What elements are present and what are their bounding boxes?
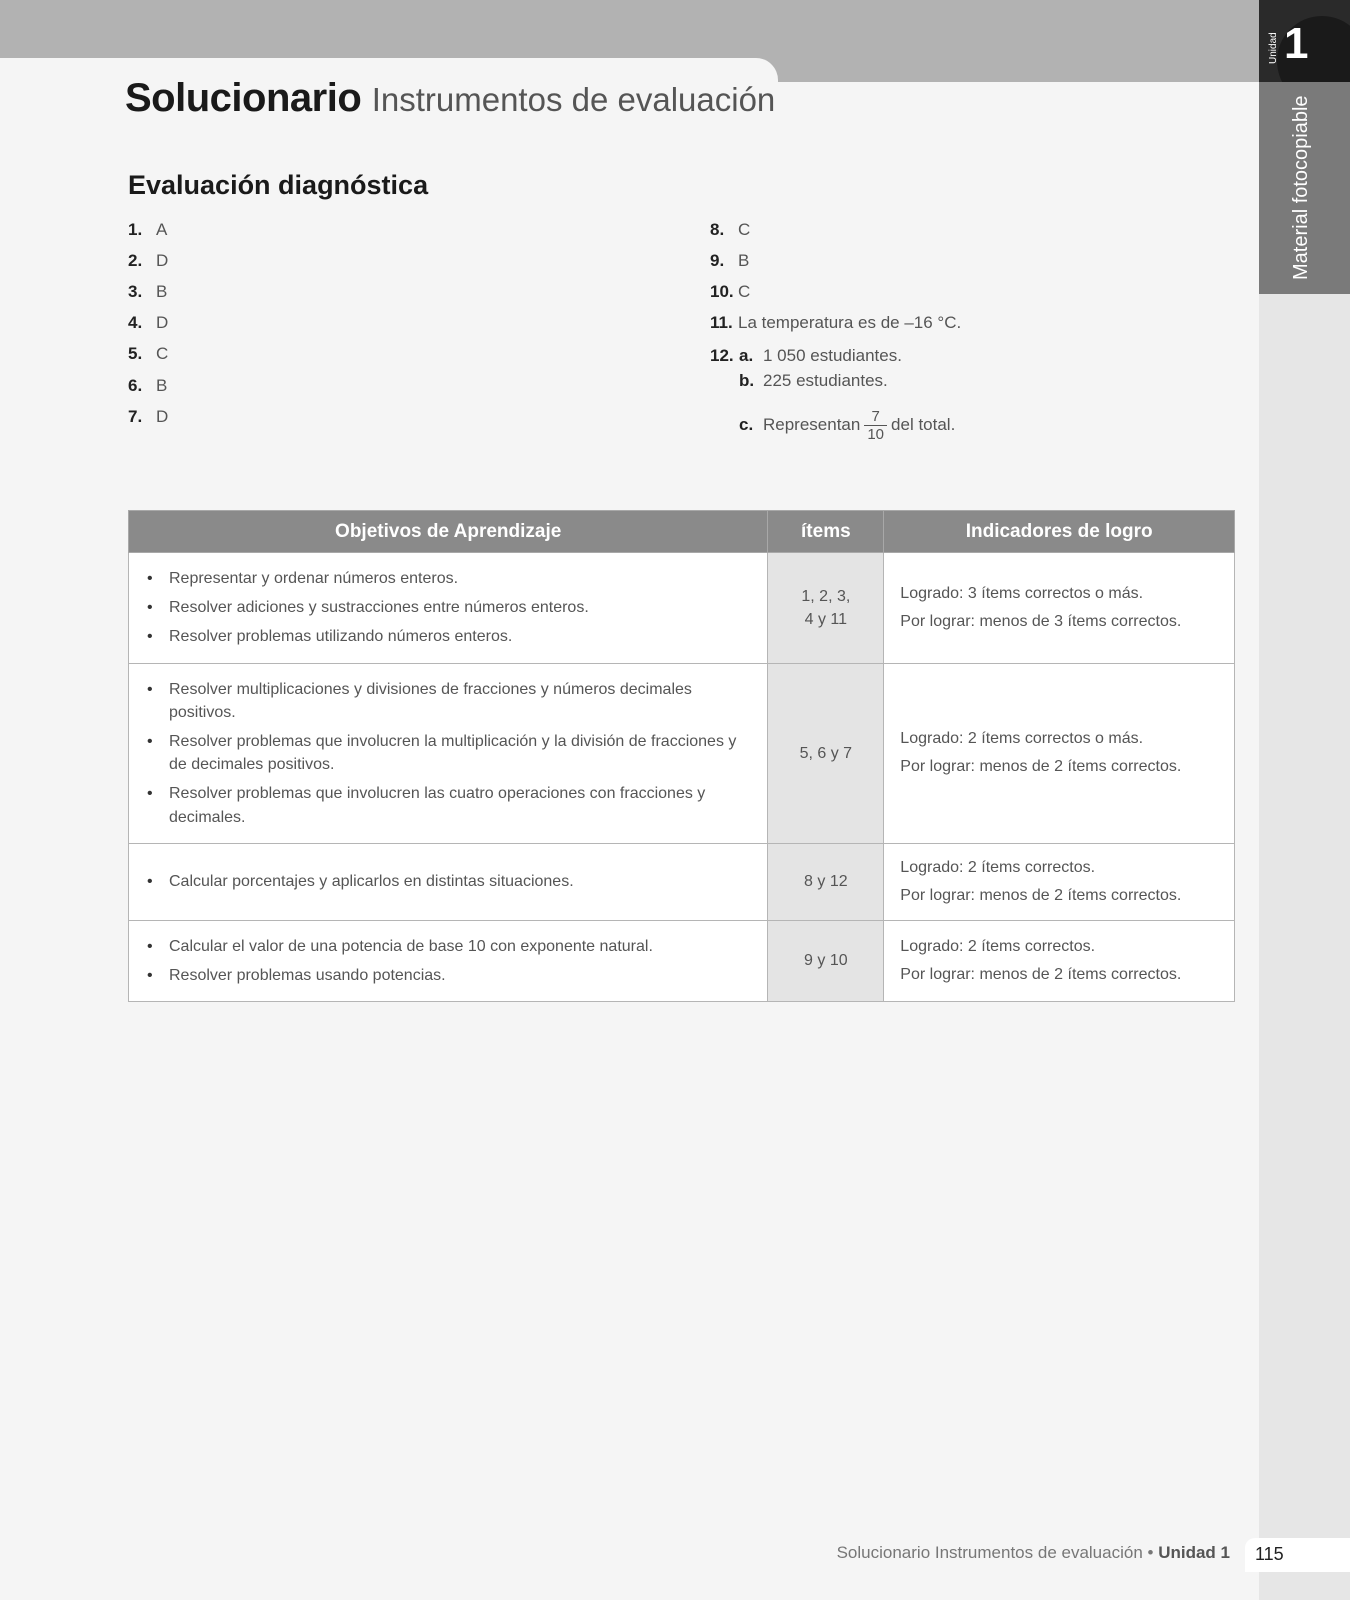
answer-item: 8. C: [710, 220, 751, 239]
answer-item: 1. A: [128, 220, 168, 239]
page-title-bold: Solucionario: [125, 76, 362, 120]
answer-item: 6. B: [128, 376, 168, 395]
objective-item: • Calcular el valor de una potencia de base 10 con exponente natural.: [145, 935, 749, 958]
answer-12-b: b. 225 estudiantes.: [739, 371, 888, 390]
header-items: ítems: [768, 511, 884, 553]
unit-number: 1: [1284, 19, 1309, 68]
answer-item: 11. La temperatura es de –16 °C.: [710, 313, 962, 332]
table-row: [129, 663, 1235, 843]
header-objectives: Objetivos de Aprendizaje: [129, 511, 768, 553]
answer-item: 4. D: [128, 313, 169, 332]
answer-item: 2. D: [128, 251, 169, 270]
answer-item-12: 12.: [710, 346, 734, 365]
objective-item: • Resolver problemas utilizando números enteros.: [145, 625, 749, 648]
items-cell: 1, 2, 3, 4 y 11: [768, 553, 884, 664]
header-indicators: Indicadores de logro: [884, 511, 1235, 553]
footer-unit: Unidad 1: [1158, 1543, 1230, 1562]
fraction: $\frac{7}{10}$: [864, 408, 887, 444]
objectives-cell: [129, 843, 768, 920]
answer-12-c: c. Representan $\frac{7}{10}$ del total.: [739, 408, 956, 444]
table-header-row: [129, 511, 1235, 553]
unit-label: Unidad: [1268, 32, 1279, 64]
indicators-cell: Logrado: 2 ítems correctos. Por lograr: menos de 2 ítems correctos.: [884, 843, 1235, 920]
answer-item: 10. C: [710, 282, 751, 301]
answer-12-a: a. 1 050 estudiantes.: [739, 346, 902, 365]
footer: [837, 1543, 1230, 1563]
objectives-cell: [129, 920, 768, 1001]
objective-item: • Representar y ordenar números enteros.: [145, 567, 749, 590]
indicators-cell: Logrado: 3 ítems correctos o más. Por lograr: menos de 3 ítems correctos.: [884, 553, 1235, 664]
footer-text: Solucionario Instrumentos de evaluación: [836, 1543, 1143, 1562]
objectives-cell: [129, 553, 768, 664]
indicators-cell: Logrado: 2 ítems correctos. Por lograr: menos de 2 ítems correctos.: [884, 920, 1235, 1001]
answer-item: 3. B: [128, 282, 168, 301]
objective-item: • Resolver problemas que involucren la multiplicación y la división de fracciones y de decimales positivos.: [145, 730, 749, 776]
objective-item: • Resolver problemas que involucren las cuatro operaciones con fracciones y decimales.: [145, 782, 749, 828]
page-title-light: Instrumentos de evaluación: [371, 81, 776, 118]
items-cell: 5, 6 y 7: [768, 663, 884, 843]
indicators-cell: Logrado: 2 ítems correctos o más. Por lograr: menos de 2 ítems correctos.: [884, 663, 1235, 843]
footer-separator: •: [1147, 1543, 1154, 1562]
table-row: [129, 920, 1235, 1001]
table-row: [129, 553, 1235, 664]
answer-item: 7. D: [128, 407, 169, 426]
objective-item: • Resolver multiplicaciones y divisiones de fracciones y números decimales positivos.: [145, 678, 749, 724]
page-number: 115: [1255, 1544, 1284, 1564]
objectives-cell: [129, 663, 768, 843]
objectives-table: [128, 510, 1235, 1002]
table-row: [129, 843, 1235, 920]
answer-item: 5. C: [128, 344, 169, 363]
objective-item: • Resolver adiciones y sustracciones entre números enteros.: [145, 596, 749, 619]
items-cell: 9 y 10: [768, 920, 884, 1001]
material-label: Material fotocopiable: [1290, 95, 1312, 280]
page-title: [125, 76, 775, 121]
answer-item: 9. B: [710, 251, 750, 270]
objective-item: • Calcular porcentajes y aplicarlos en distintas situaciones.: [145, 870, 749, 893]
objective-item: • Resolver problemas usando potencias.: [145, 964, 749, 987]
section-title: Evaluación diagnóstica: [128, 170, 429, 200]
items-cell: 8 y 12: [768, 843, 884, 920]
